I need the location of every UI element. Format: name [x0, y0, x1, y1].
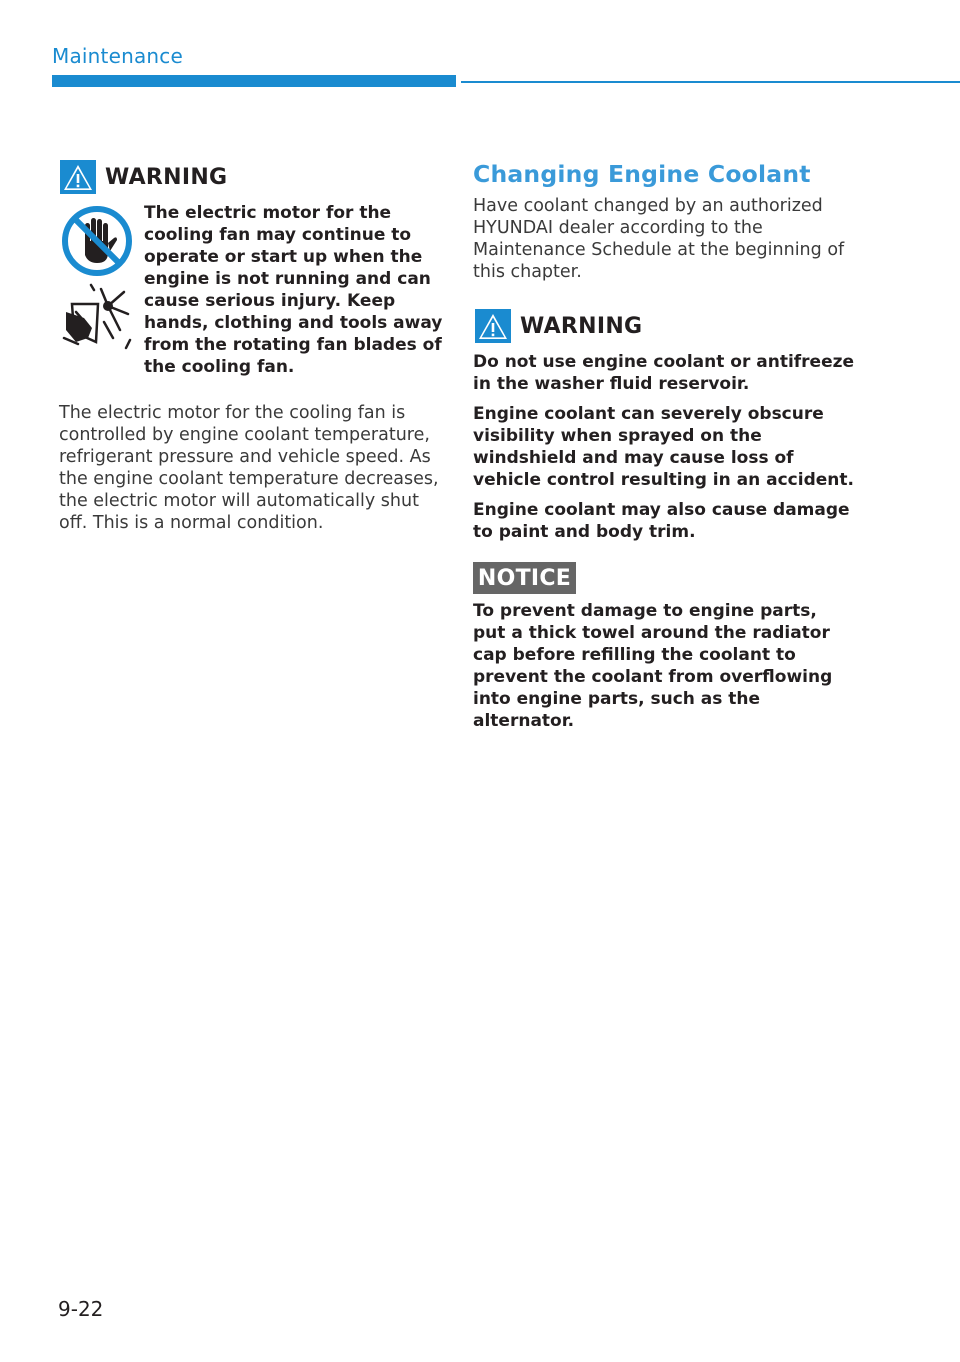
cooling-fan-body-text: The electric motor for the cooling fan is controlled by engine coolant temperature, refrigerant pressure and vehicle speed. As the engine coolant temperature decreases, the electric motor will automatically shut off. This is a normal condition.	[59, 403, 439, 533]
fan-hand-injury-icon	[58, 282, 134, 354]
warning-paragraph: Engine coolant can severely obscure visibility when sprayed on the windshield and may cause loss of vehicle control resulting in an accident.	[473, 404, 854, 490]
left-warning-text: The electric motor for the cooling fan may continue to operate or start up when the engine is not running and can cause serious injury. Keep hands, clothing and tools away from the rotating fan blades of the cooling fan.	[144, 203, 443, 377]
left-warning-heading	[60, 160, 227, 194]
warning-label: WARNING	[520, 313, 643, 339]
notice-badge: NOTICE	[473, 562, 576, 594]
page-number: 9-22	[58, 1297, 104, 1321]
no-hand-icon	[61, 205, 133, 277]
warning-triangle-icon	[60, 160, 96, 194]
header-rule-thick	[52, 75, 456, 87]
header-rule-thin	[461, 81, 960, 83]
notice-text: To prevent damage to engine parts, put a thick towel around the radiator cap before refilling the coolant to prevent the coolant from overflowing into engine parts, such as the alternator.	[473, 601, 833, 731]
coolant-intro-text: Have coolant changed by an authorized HYUNDAI dealer according to the Maintenance Schedule at the beginning of this chapter.	[473, 196, 845, 282]
warning-label: WARNING	[105, 164, 228, 190]
warning-triangle-icon	[475, 309, 511, 343]
running-header: Maintenance	[52, 44, 183, 68]
right-warning-text	[473, 351, 855, 551]
section-title: Changing Engine Coolant	[473, 160, 811, 188]
right-warning-heading	[475, 309, 642, 343]
warning-paragraph: Engine coolant may also cause damage to paint and body trim.	[473, 500, 850, 542]
warning-paragraph: Do not use engine coolant or antifreeze in the washer fluid reservoir.	[473, 352, 855, 394]
